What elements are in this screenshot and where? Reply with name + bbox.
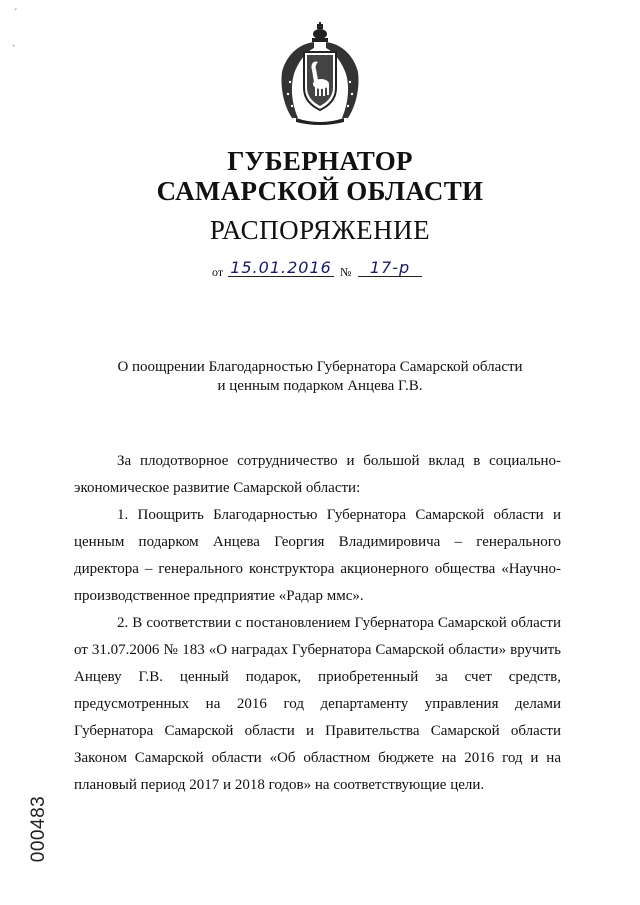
issuer-title-line1: ГУБЕРНАТОР (227, 146, 413, 176)
body-paragraph-item-1: 1. Поощрить Благодарностью Губернатора Самарской области и ценным подарком Анцева Георгия Владимировича – генерального директора – генерального конструктора акционерного общества «Научно-производственное предприятие «Радар ммс». (74, 507, 561, 604)
body-paragraph-preamble: За плодотворное сотрудничество и большой вклад в социально-экономическое развитие Самарской области: (74, 453, 561, 496)
body-paragraph-item-2: 2. В соответствии с постановлением Губернатора Самарской области от 31.07.2006 № 183 «О наградах Губернатора Самарской области» вручить Анцеву Г.В. ценный подарок, приобретенный за счет средств, предусмотренных на 2016 год департаменту управления делами Губернатора Самарской области и Правительства Самарской области Законом Самарской области «Об областном бюджете на 2016 год и на плановый период 2017 и 2018 годов» на соответствующие цели. (74, 615, 561, 793)
document-type: РАСПОРЯЖЕНИЕ (209, 215, 431, 245)
subject-line1: О поощрении Благодарностью Губернатора Самарской области (117, 359, 523, 375)
scan-mark: ˎ (12, 36, 16, 47)
scan-mark: ˊ (14, 8, 18, 19)
subject-line2: и ценным подарком Анцева Г.В. (217, 378, 423, 394)
document-body (74, 448, 561, 799)
number-label: № (340, 265, 352, 279)
coat-of-arms-icon (278, 22, 362, 126)
subject-block (0, 358, 640, 396)
registration-number-text: 000483 (28, 795, 49, 863)
number-value: 17-р (358, 258, 422, 277)
issuer-title-line2: САМАРСКОЙ ОБЛАСТИ (156, 176, 484, 206)
date-value: 15.01.2016 (228, 258, 334, 277)
registration-number (24, 790, 54, 870)
date-label: от (212, 265, 224, 279)
